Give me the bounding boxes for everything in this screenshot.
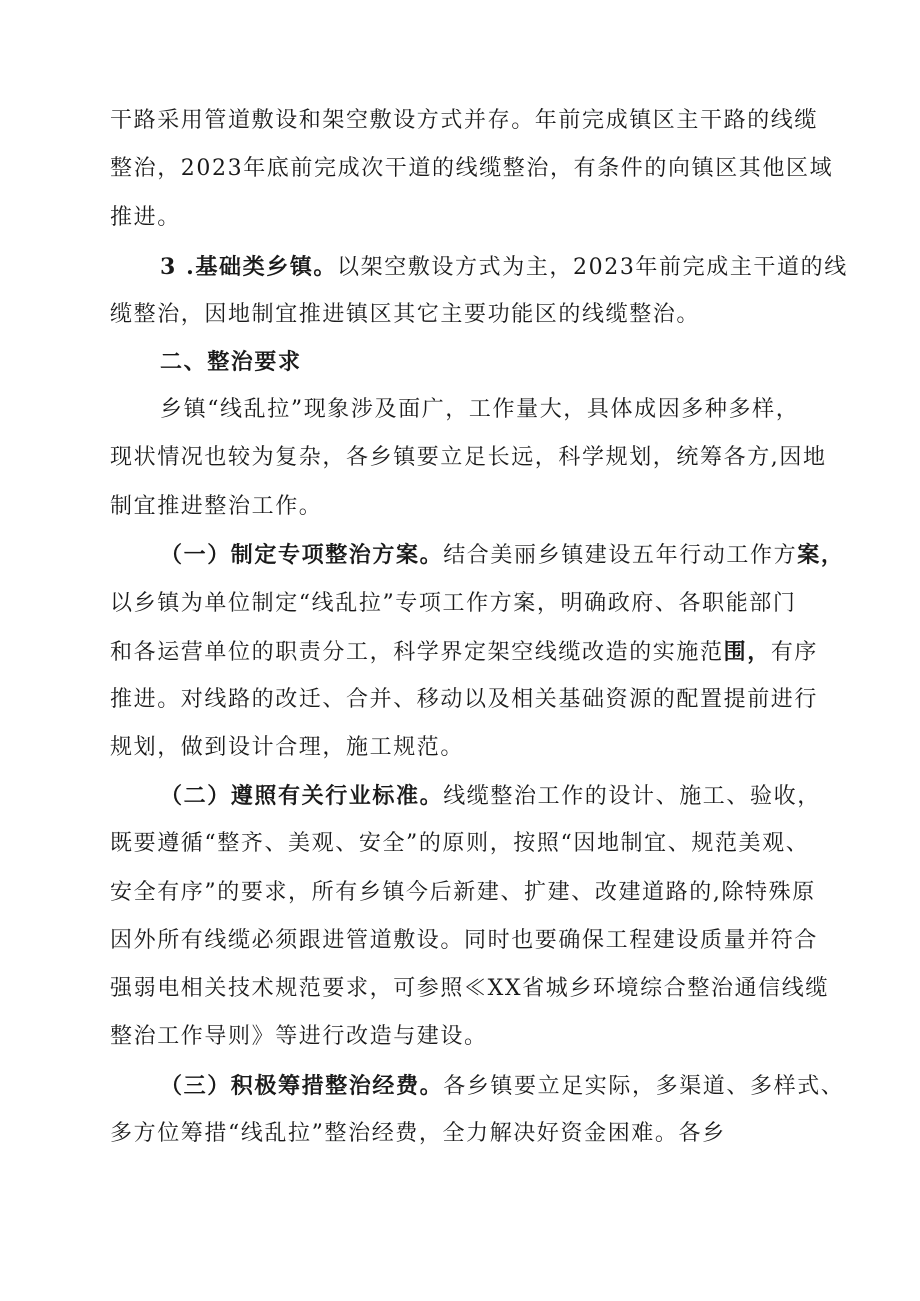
paragraph-4-line-1 xyxy=(160,540,844,571)
paragraph-5-line-2: 既要遵循“整齐、美观、安全”的原则，按照“因地制宜、规范美观、 xyxy=(110,831,810,856)
paragraph-4-line-3-text-b: 有序 xyxy=(770,640,819,665)
paragraph-6-line-1-text: 各乡镇要立足实际，多渠道、多样式、 xyxy=(443,1074,845,1099)
paragraph-4-line-1-text: 结合美丽乡镇建设五年行动工作方 xyxy=(443,543,798,568)
paragraph-1-line-1: 干路采用管道敷设和架空敷设方式并存。年前完成镇区主干路的线缆 xyxy=(110,108,819,133)
paragraph-5-line-6: 整治工作导则》等进行改造与建设。 xyxy=(110,1024,488,1049)
paragraph-5-line-5: 强弱电相关技术规范要求，可参照≪XX省城乡环境综合整治通信线缆 xyxy=(110,976,829,1001)
paragraph-4-line-5: 规划，做到设计合理，施工规范。 xyxy=(110,735,465,760)
paragraph-4-line-2: 以乡镇为单位制定“线乱拉”专项工作方案，明确政府、各职能部门 xyxy=(110,591,797,616)
paragraph-4-heading: （一）制定专项整治方案。 xyxy=(160,542,444,568)
paragraph-4-line-3 xyxy=(110,637,818,668)
paragraph-2-line-2: 缆整治，因地制宜推进镇区其它主要功能区的线缆整治。 xyxy=(110,302,701,327)
paragraph-2-line-1-text: 以架空敷设方式为主，2023年前完成主干道的线 xyxy=(337,255,848,280)
paragraph-5-heading: （二）遵照有关行业标准。 xyxy=(160,783,444,809)
paragraph-5-line-4: 因外所有线缆必须跟进管道敷设。同时也要确保工程建设质量并符合 xyxy=(110,928,819,953)
paragraph-4-line-1-bold-end: 案， xyxy=(797,542,845,568)
paragraph-6-line-1 xyxy=(160,1071,844,1102)
paragraph-1-line-3: 推进。 xyxy=(110,205,181,230)
paragraph-3-line-3: 制宜推进整治工作。 xyxy=(110,494,323,519)
paragraph-6-line-2: 多方位筹措“线乱拉”整治经费，全力解决好资金困难。各乡 xyxy=(110,1121,726,1146)
paragraph-4-line-4: 推进。对线路的改迁、合并、移动以及相关基础资源的配置提前进行 xyxy=(110,687,819,712)
paragraph-1-line-2: 整治，2023年底前完成次干道的线缆整治，有条件的向镇区其他区域 xyxy=(110,156,834,181)
paragraph-3-line-1: 乡镇“线乱拉”现象涉及面广，工作量大，具体成因多种多样， xyxy=(160,397,800,422)
paragraph-4-line-3-bold: 围， xyxy=(723,639,771,665)
paragraph-2-line-1 xyxy=(160,252,848,283)
paragraph-5-line-1 xyxy=(160,781,821,812)
paragraph-4-line-3-text-a: 和各运营单位的职责分工，科学界定架空线缆改造的实施范 xyxy=(110,640,724,665)
paragraph-6-heading: （三）积极筹措整治经费。 xyxy=(160,1073,444,1099)
paragraph-5-line-3: 安全有序”的要求，所有乡镇今后新建、扩建、改建道路的,除特殊原 xyxy=(110,880,816,905)
paragraph-5-line-1-text: 线缆整治工作的设计、施工、验收， xyxy=(443,784,821,809)
paragraph-2-heading: 3 .基础类乡镇。 xyxy=(160,254,338,280)
section-2-title: 二、整治要求 xyxy=(160,349,302,375)
paragraph-3-line-2: 现状情况也较为复杂，各乡镇要立足长远，科学规划，统筹各方,因地 xyxy=(110,445,827,470)
